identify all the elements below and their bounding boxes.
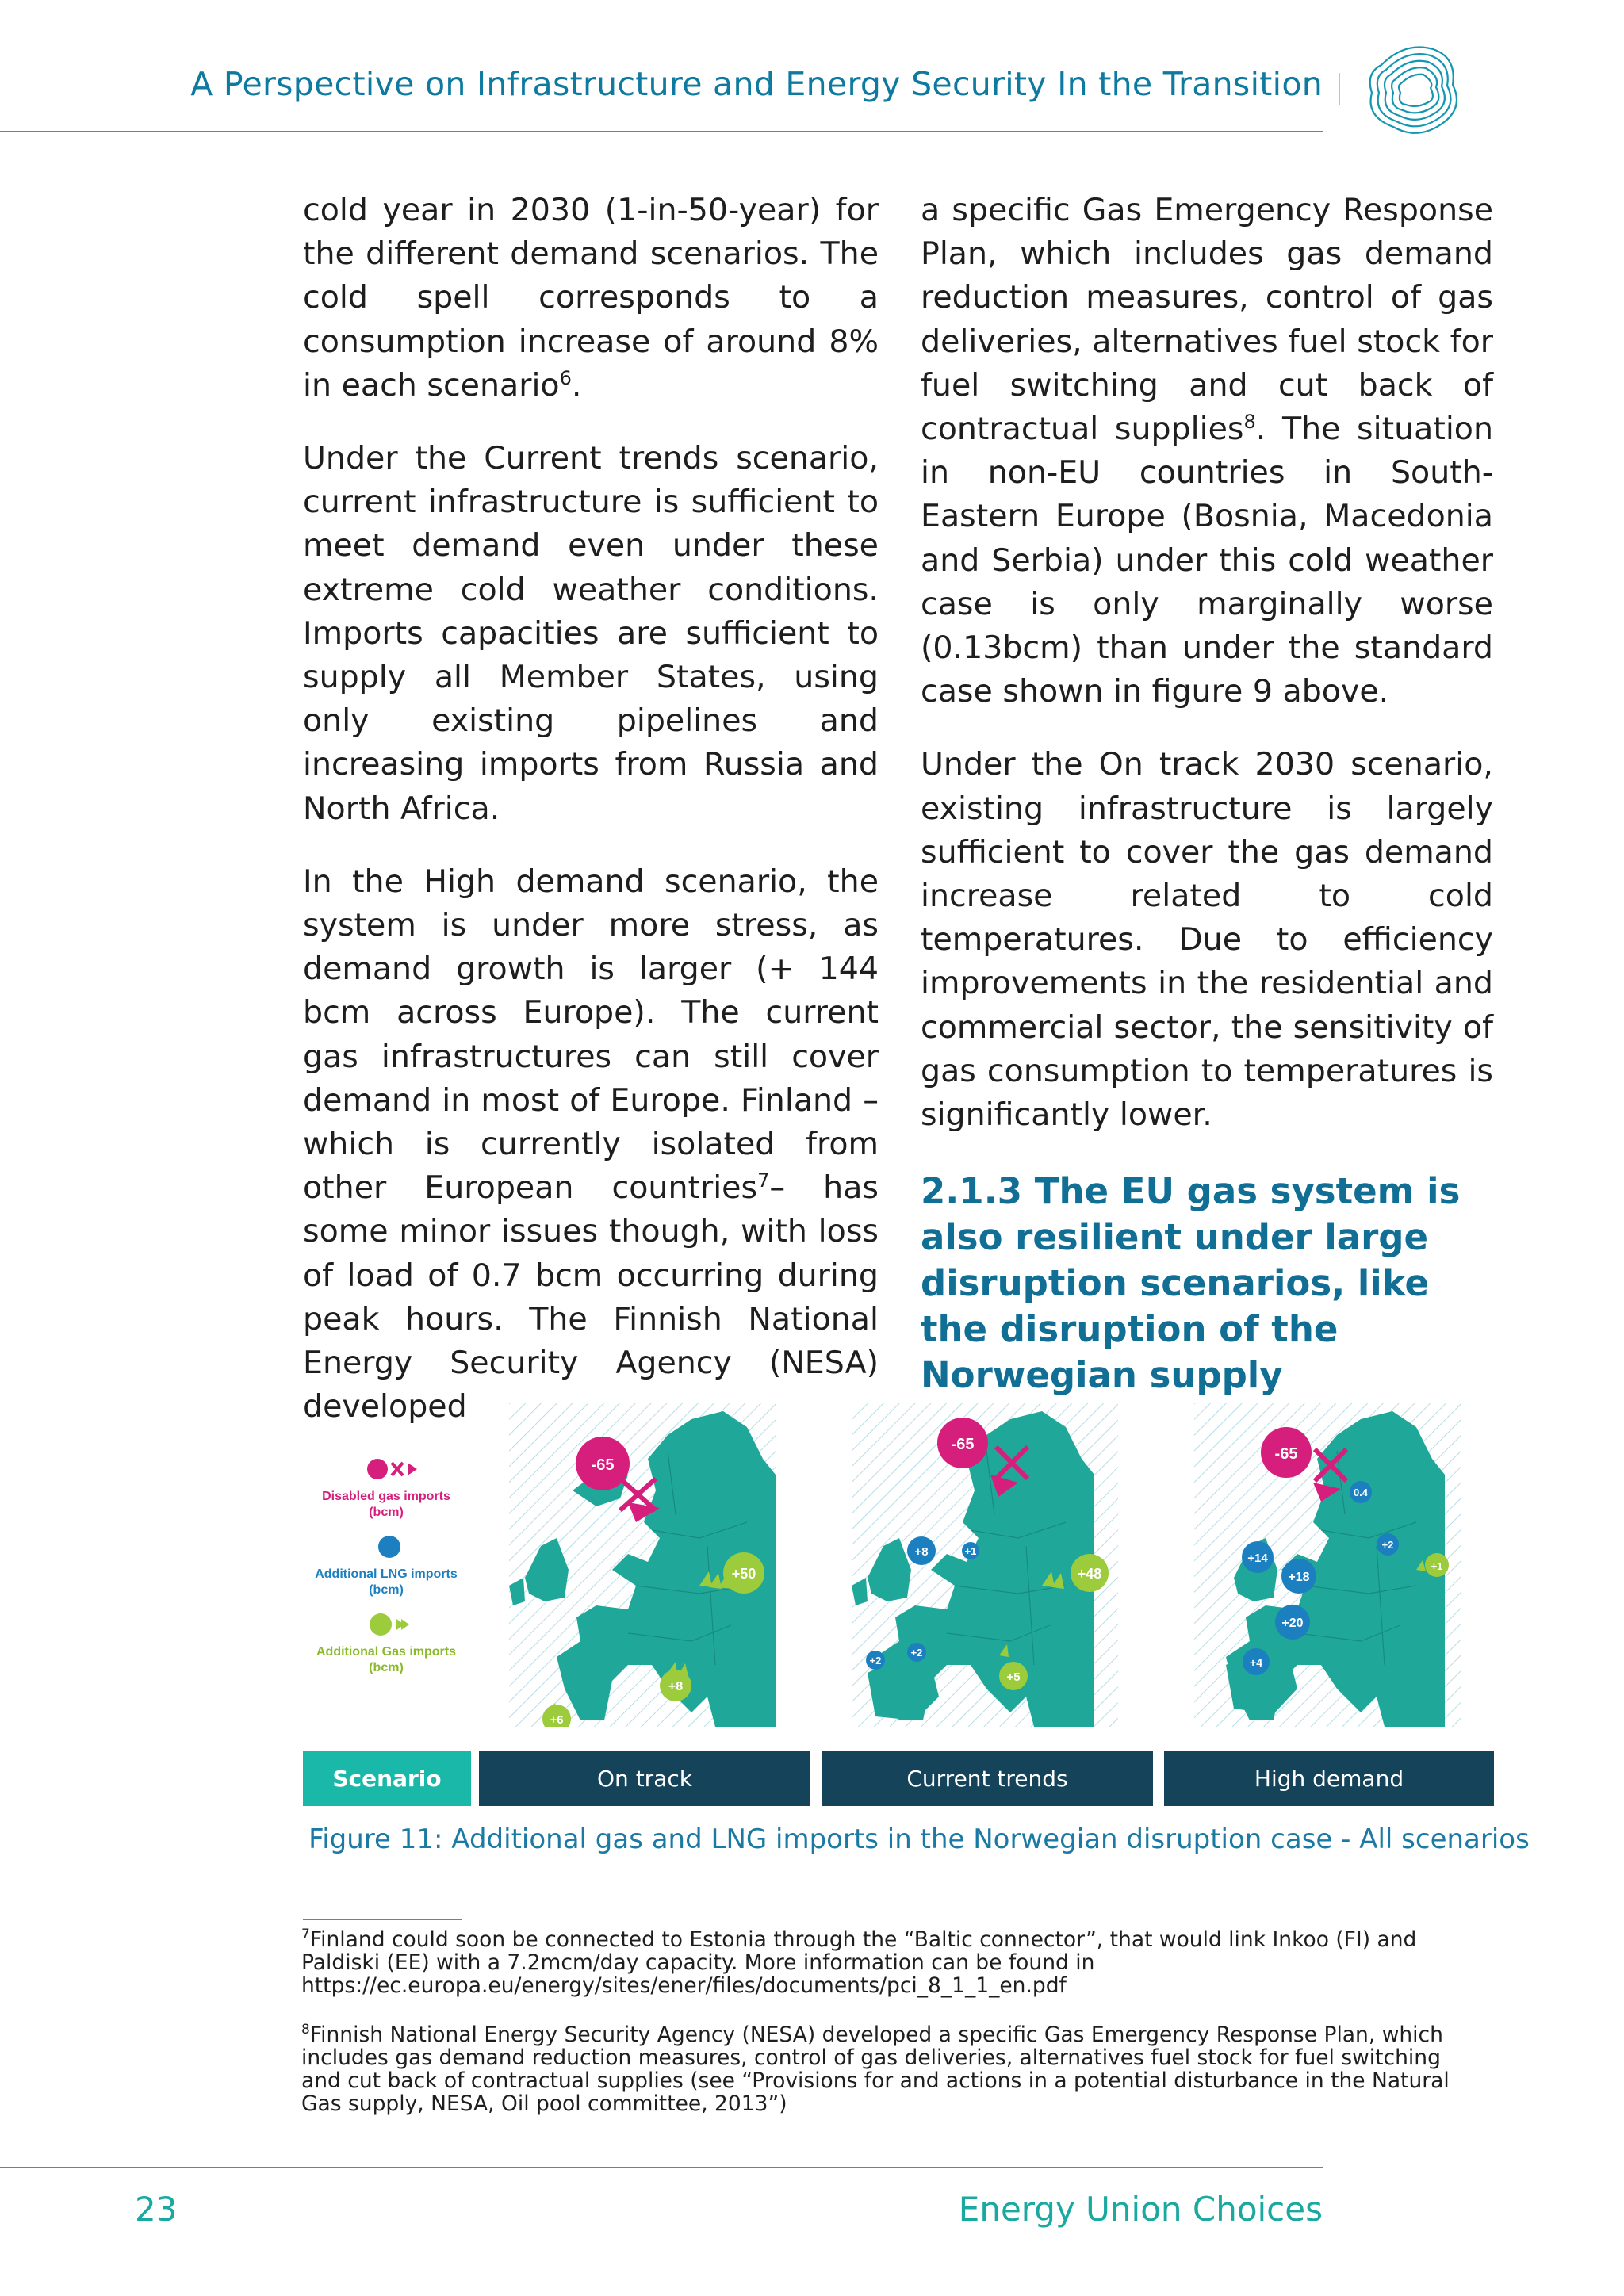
scenario-current-trends: Current trends <box>822 1751 1153 1806</box>
footer-title: Energy Union Choices <box>958 2190 1323 2229</box>
legend-lng: Additional LNG imports (bcm) <box>315 1567 458 1597</box>
footnote-rule <box>303 1919 462 1920</box>
left-paragraph-2: Under the Current trends scenario, current infrastructure is sufficient to meet demand even under these extreme cold weather conditions. Imports capacities are sufficient to supply all Member States, using only existing pipelines and increasing imports from Russia and North Africa. <box>303 440 879 827</box>
footnote-8: $^8$Finnish National Energy Security Agency (NESA) developed a specific Gas Emergency Response Plan, which includes gas demand reduction measures, control of gas deliveries, alternatives fuel stock for fuel switching and cut back of contractual supplies (see “Provisions for and actions in a potential disturbance in the Natural Gas supply, NESA, Oil pool committee, 2013”) <box>301 2022 1450 2116</box>
footer-rule <box>0 2167 1323 2168</box>
left-paragraph-3: In the High demand scenario, the system is under more stress, as demand growth is larger (+ 144 bcm across Europe). The current gas infrastructures can still cover demand in most of Europe. Finland – which is currently isolated from other European countries$^7$– has some minor issues though, with loss of load of 0.7 bcm occurring during peak hours. The Finnish National Energy Security Agency (NESA) developed <box>303 863 879 1425</box>
left-column <box>303 189 879 1429</box>
lng-value: +18 <box>1288 1571 1310 1584</box>
header-separator <box>1339 73 1340 105</box>
lng-value: +1 <box>964 1545 977 1557</box>
gas-value: +5 <box>1006 1670 1021 1684</box>
lng-value: +2 <box>869 1655 882 1667</box>
gas-legend-icon <box>368 1611 416 1638</box>
gas-value: +8 <box>668 1680 684 1693</box>
disabled-value: -65 <box>1274 1445 1298 1463</box>
left-paragraph-1: cold year in 2030 (1-in-50-year) for the different demand scenarios. The cold spell corresponds to a consumption increase of around 8% in each scenario$^6$. <box>303 192 879 404</box>
right-paragraph-2: Under the On track 2030 scenario, existing infrastructure is largely sufficient to cover the gas demand increase related to cold temperatures. Due to efficiency improvements in the residential and commercial sector, the sensitivity of gas consumption to temperatures is significantly lower. <box>921 746 1493 1134</box>
scenario-label: Scenario <box>303 1751 471 1806</box>
right-column <box>921 189 1493 1399</box>
disabled-value: -65 <box>591 1456 615 1474</box>
figure-caption: Figure 11: Additional gas and LNG imports in the Norwegian disruption case - All scenarios <box>308 1823 1530 1855</box>
lng-value: 0.4 <box>1353 1487 1369 1498</box>
footnote-ref[interactable]: 7 <box>757 1169 770 1192</box>
map-current-trends <box>852 1403 1118 1727</box>
footnote-ref[interactable]: 8 <box>1243 410 1256 433</box>
legend-gas: Additional Gas imports (bcm) <box>316 1645 456 1674</box>
page-number: 23 <box>135 2190 178 2229</box>
gas-value: +48 <box>1077 1566 1102 1582</box>
lng-value: +8 <box>914 1545 929 1559</box>
figure-11 <box>303 1403 1494 1816</box>
lng-value: +2 <box>1381 1539 1394 1551</box>
gas-value: +50 <box>731 1566 756 1582</box>
logo-icon <box>1358 33 1469 144</box>
disabled-value: -65 <box>951 1436 975 1453</box>
right-paragraph-1: a specific Gas Emergency Response Plan, which includes gas demand reduction measures, control of gas deliveries, alternatives fuel stock for fuel switching and cut back of contractual supplies$^8$. The situation in non-EU countries in South-Eastern Europe (Bosnia, Macedonia and Serbia) under this cold weather case is only marginally worse (0.13bcm) than under the standard case shown in figure 9 above. <box>921 192 1494 710</box>
section-heading: 2.1.3 The EU gas system is also resilient under large disruption scenarios, like the disruption of the Norwegian supply <box>921 1170 1461 1397</box>
lng-value: +14 <box>1247 1552 1268 1565</box>
gas-value: +6 <box>550 1713 564 1727</box>
disabled-legend-icon <box>366 1456 422 1483</box>
header-rule <box>0 131 1323 132</box>
footnote-ref[interactable]: 6 <box>559 366 572 389</box>
lng-value: +20 <box>1281 1617 1304 1630</box>
map-high-demand <box>1194 1403 1461 1727</box>
lng-value: +4 <box>1250 1656 1262 1669</box>
footnote-7: $^7$Finland could soon be connected to Estonia through the “Baltic connector”, that would link Inkoo (FI) and Paldiski (EE) with a 7.2mcm/day capacity. More information can be found in https://ec.europa.eu/energy/sites/ener/files/documents/pci_8_1_1_en.pdf <box>301 1927 1417 1998</box>
legend-disabled: Disabled gas imports (bcm) <box>322 1490 450 1519</box>
map-on-track <box>509 1403 776 1727</box>
header-title: A Perspective on Infrastructure and Energy Security In the Transition <box>190 65 1323 103</box>
scenario-on-track: On track <box>479 1751 810 1806</box>
lng-legend-icon <box>376 1533 403 1560</box>
gas-value: +1 <box>1431 1560 1443 1572</box>
scenario-high-demand: High demand <box>1164 1751 1494 1806</box>
lng-value: +2 <box>910 1647 923 1659</box>
